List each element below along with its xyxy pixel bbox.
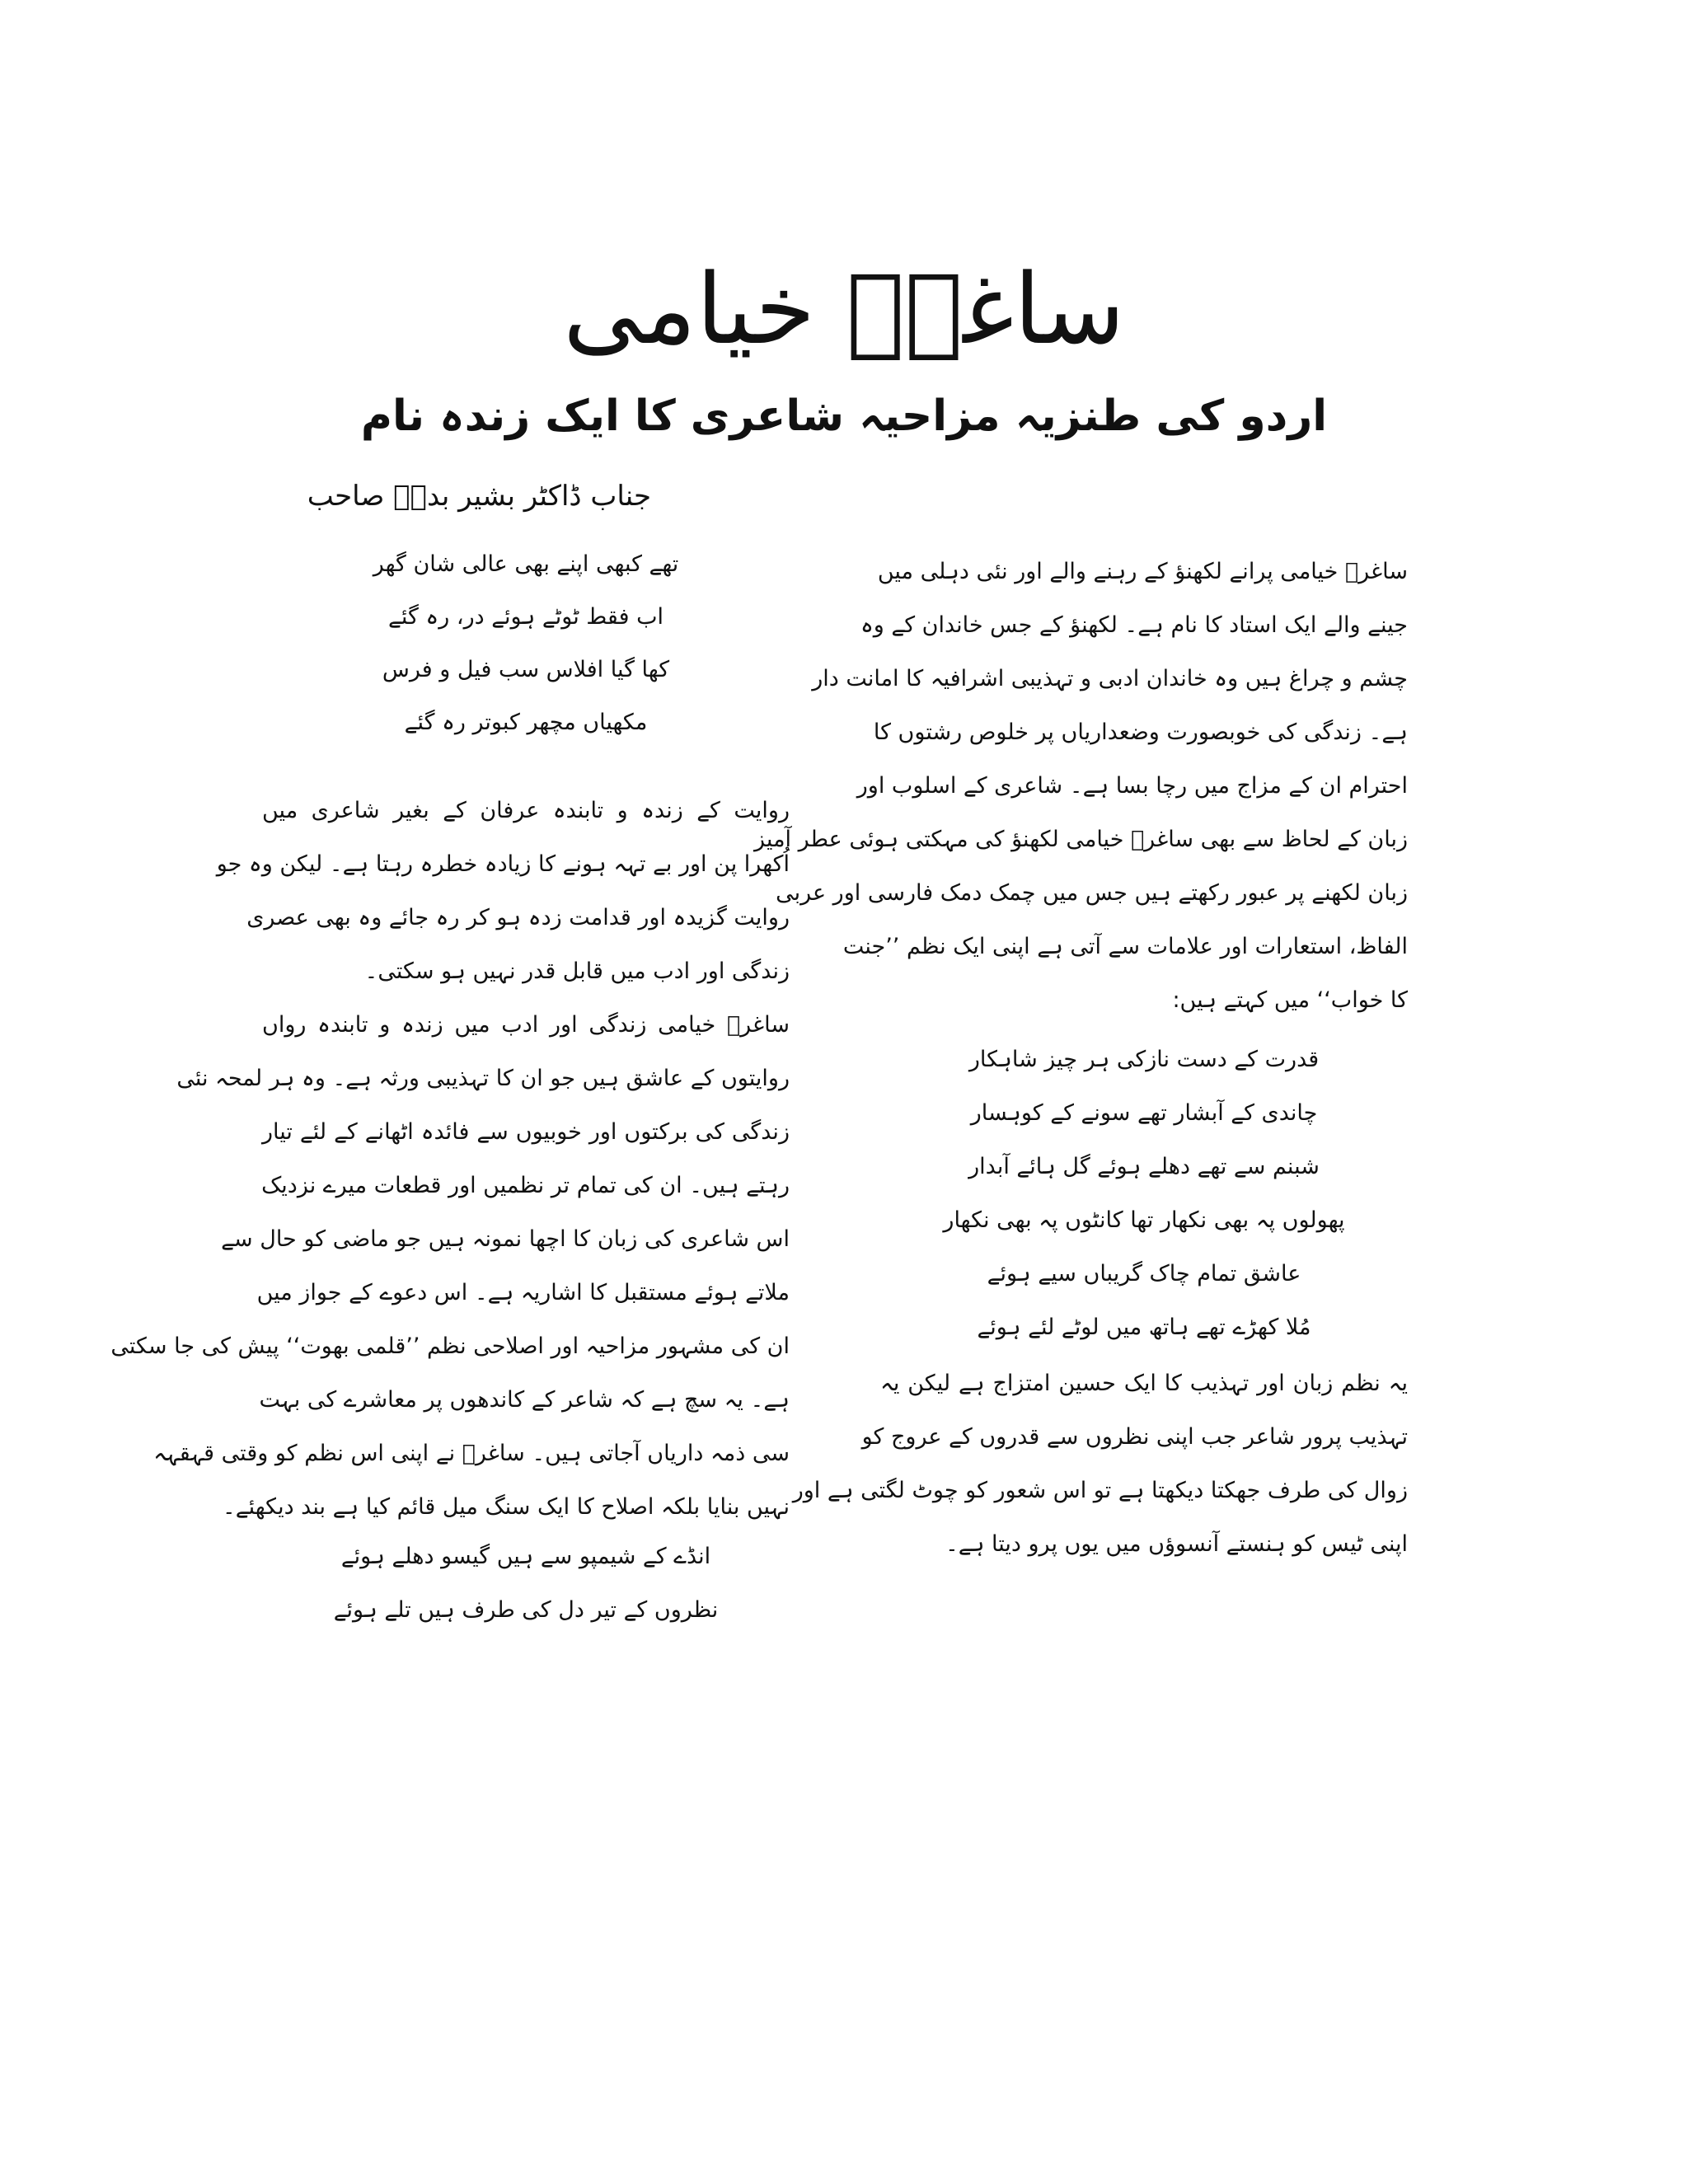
verse-line: پھولوں پہ بھی نکھار تھا کانٹوں پہ بھی نکھار [943, 1207, 1345, 1233]
verse-line: انڈے کے شیمپو سے ہیں گیسو دھلے ہوئے [340, 1544, 711, 1569]
paragraph-line: جینے والے ایک استاد کا نام ہے۔ لکھنؤ کے جس خاندان کے وہ [860, 612, 1408, 638]
page-title: ساغرؔ خیامی [563, 252, 1125, 366]
author-byline: جناب ڈاکٹر بشیر بدرؔ صاحب [307, 480, 651, 513]
verse-line: قدرت کے دست نازکی ہر چیز شاہکار [968, 1047, 1320, 1072]
verse-line: عاشق تمام چاک گریباں سیے ہوئے [987, 1261, 1301, 1286]
paragraph-line: ساغرؔ خیامی زندگی اور ادب میں زندہ و تابندہ رواں [262, 1012, 790, 1038]
paragraph-line: ملاتے ہوئے مستقبل کا اشاریہ ہے۔ اس دعوے کے جواز میں [256, 1280, 790, 1305]
verse-line: چاندی کے آبشار تھے سونے کے کوہسار [970, 1100, 1318, 1126]
paragraph-line: زندگی کی برکتوں اور خوبیوں سے فائدہ اٹھانے کے لئے تیار [262, 1119, 790, 1145]
paragraph-line: کا خواب‘‘ میں کہتے ہیں: [1172, 987, 1408, 1013]
paragraph-line: چشم و چراغ ہیں وہ خاندان ادبی و تہذیبی اشرافیہ کا امانت دار [812, 666, 1408, 691]
verse-line: نظروں کے تیر دل کی طرف ہیں تلے ہوئے [333, 1597, 719, 1623]
paragraph-line: زبان لکھنے پر عبور رکھتے ہیں جس میں چمک دمک فارسی اور عربی [776, 880, 1408, 906]
paragraph-line: اُکھرا پن اور بے تہہ ہونے کا زیادہ خطرہ رہتا ہے۔ لیکن وہ جو [216, 851, 790, 877]
page-subtitle: اردو کی طنزیہ مزاحیہ شاعری کا ایک زندہ نام [360, 391, 1328, 441]
paragraph-line: ہے۔ زندگی کی خوبصورت وضعداریاں پر خلوص رشتوں کا [873, 719, 1408, 745]
paragraph-line: ساغرؔ خیامی پرانے لکھنؤ کے رہنے والے اور نئی دہلی میں [877, 559, 1408, 584]
paragraph-line: اپنی ٹیس کو ہنستے آنسوؤں میں یوں پرو دیتا ہے۔ [945, 1531, 1408, 1557]
paragraph-line: ان کی مشہور مزاحیہ اور اصلاحی نظم ’’قلمی بھوت‘‘ پیش کی جا سکتی [110, 1333, 790, 1359]
paragraph-line: سی ذمہ داریاں آجاتی ہیں۔ ساغرؔ نے اپنی اس نظم کو وقتی قہقہہ [153, 1441, 790, 1466]
paragraph-line: احترام ان کے مزاج میں رچا بسا ہے۔ شاعری کے اسلوب اور [856, 773, 1408, 799]
paragraph-line: نہیں بنایا بلکہ اصلاح کا ایک سنگ میل قائم کیا ہے بند دیکھئے۔ [222, 1494, 790, 1520]
verse-line: مکھیاں مچھر کبوتر رہ گئے [404, 710, 648, 735]
paragraph-line: روایتوں کے عاشق ہیں جو ان کا تہذیبی ورثہ ہے۔ وہ ہر لمحہ نئی [176, 1066, 790, 1091]
verse-line: شبنم سے تھے دھلے ہوئے گل ہائے آبدار [968, 1154, 1320, 1179]
paragraph-line: ہے۔ یہ سچ ہے کہ شاعر کے کاندھوں پر معاشرے کی بہت [259, 1387, 790, 1413]
verse-line: مُلا کھڑے تھے ہاتھ میں لوٹے لئے ہوئے [977, 1315, 1311, 1340]
paragraph-line: زبان کے لحاظ سے بھی ساغرؔ خیامی لکھنؤ کی مہکتی ہوئی عطر آمیز [754, 827, 1408, 852]
paragraph-line: روایت گزیدہ اور قدامت زدہ ہو کر رہ جائے وہ بھی عصری [246, 905, 790, 930]
paragraph-line: یہ نظم زبان اور تہذیب کا ایک حسین امتزاج ہے لیکن یہ [880, 1371, 1408, 1396]
paragraph-line: اس شاعری کی زبان کا اچھا نمونہ ہیں جو ماضی کو حال سے [221, 1226, 790, 1252]
paragraph-line: تہذیب پرور شاعر جب اپنی نظروں سے قدروں کے عروج کو [861, 1424, 1408, 1450]
paragraph-line: زوال کی طرف جھکتا دیکھتا ہے تو اس شعور کو چوٹ لگتی ہے اور [792, 1478, 1408, 1503]
verse-line: اب فقط ٹوٹے ہوئے در، رہ گئے [388, 604, 663, 630]
paragraph-line: زندگی اور ادب میں قابل قدر نہیں ہو سکتی۔ [364, 958, 790, 984]
verse-line: تھے کبھی اپنے بھی عالی شان گھر [373, 551, 679, 577]
paragraph-line: رہتے ہیں۔ ان کی تمام تر نظمیں اور قطعات میرے نزدیک [261, 1173, 790, 1198]
paragraph-line: روایت کے زندہ و تابندہ عرفان کے بغیر شاعری میں [262, 798, 790, 823]
paragraph-line: الفاظ، استعارات اور علامات سے آتی ہے اپنی ایک نظم ’’جنت [842, 934, 1408, 959]
verse-line: کھا گیا افلاس سب فیل و فرس [382, 657, 670, 682]
